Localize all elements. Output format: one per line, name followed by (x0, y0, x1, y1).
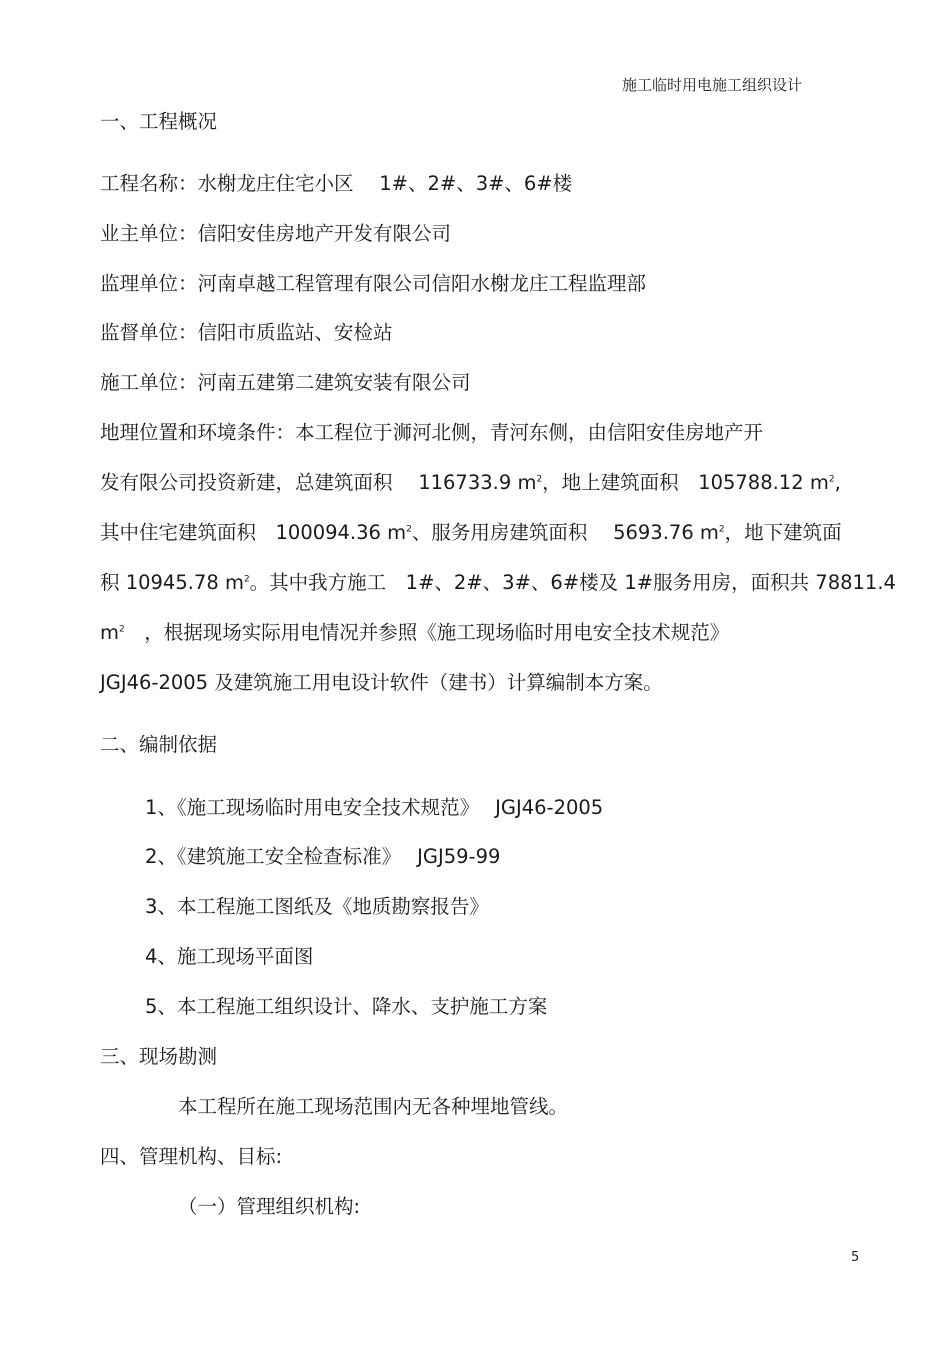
basis-item: 3、本工程施工图纸及《地质勘察报告》 (145, 895, 489, 918)
square-superscript: 2 (536, 474, 543, 485)
page-number: 5 (851, 1250, 860, 1265)
basis-item: 5、本工程施工组织设计、降水、支护施工方案 (145, 995, 548, 1018)
basis-item: 1、《施工现场临时用电安全技术规范》 JGJ46-2005 (145, 796, 604, 819)
section-heading-management: 四、管理机构、目标: (100, 1145, 283, 1168)
location-text: ，地下建筑面 (724, 521, 842, 544)
location-line-6: JGJ46-2005 及建筑施工用电设计软件（建书）计算编制本方案。 (100, 671, 663, 694)
contractor-line: 施工单位：河南五建第二建筑安装有限公司 (100, 371, 471, 394)
basis-item: 4、施工现场平面图 (145, 945, 314, 968)
location-line-2 (100, 473, 841, 493)
section-heading-survey: 三、现场勘测 (100, 1045, 218, 1068)
square-superscript: 2 (828, 474, 835, 485)
square-superscript: 2 (119, 624, 125, 635)
square-superscript: 2 (406, 524, 412, 535)
owner-line: 业主单位：信阳安佳房地产开发有限公司 (100, 222, 452, 245)
square-superscript: 2 (718, 524, 725, 535)
management-subheading: （一）管理组织机构: (178, 1195, 361, 1218)
section-heading-basis: 二、编制依据 (100, 733, 218, 756)
location-text: ，地上建筑面积 105788.12 m (542, 471, 829, 494)
location-line-4 (100, 573, 896, 593)
location-text: 发有限公司投资新建，总建筑面积 116733.9 m (100, 471, 537, 494)
basis-item: 2、《建筑施工安全检查标准》 JGJ59-99 (145, 845, 501, 868)
location-line-1: 地理位置和环境条件：本工程位于浉河北侧，青河东侧，由信阳安佳房地产开 (100, 421, 764, 444)
location-line-3 (100, 523, 842, 543)
inspector-line: 监督单位：信阳市质监站、安检站 (100, 321, 393, 344)
location-text: 。其中我方施工 1#、2#、3#、6#楼及 1#服务用房，面积共 78811.4 (249, 571, 896, 594)
location-text: m (100, 621, 119, 644)
location-text: 其中住宅建筑面积 100094.36 m (100, 521, 407, 544)
project-name-line: 工程名称：水榭龙庄住宅小区 1#、2#、3#、6#楼 (100, 172, 573, 195)
section-heading-overview: 一、工程概况 (100, 110, 218, 133)
supervisor-line: 监理单位：河南卓越工程管理有限公司信阳水榭龙庄工程监理部 (100, 272, 647, 295)
location-line-5 (100, 623, 729, 643)
location-text: 积 10945.78 m (100, 571, 244, 594)
location-text: 、服务用房建筑面积 5693.76 m (411, 521, 719, 544)
location-text: , (834, 471, 841, 494)
location-text: ，根据现场实际用电情况并参照《施工现场临时用电安全技术规范》 (124, 621, 730, 644)
running-header: 施工临时用电施工组织设计 (622, 76, 803, 94)
square-superscript: 2 (243, 574, 250, 585)
survey-text: 本工程所在施工现场范围内无各种埋地管线。 (178, 1095, 569, 1118)
